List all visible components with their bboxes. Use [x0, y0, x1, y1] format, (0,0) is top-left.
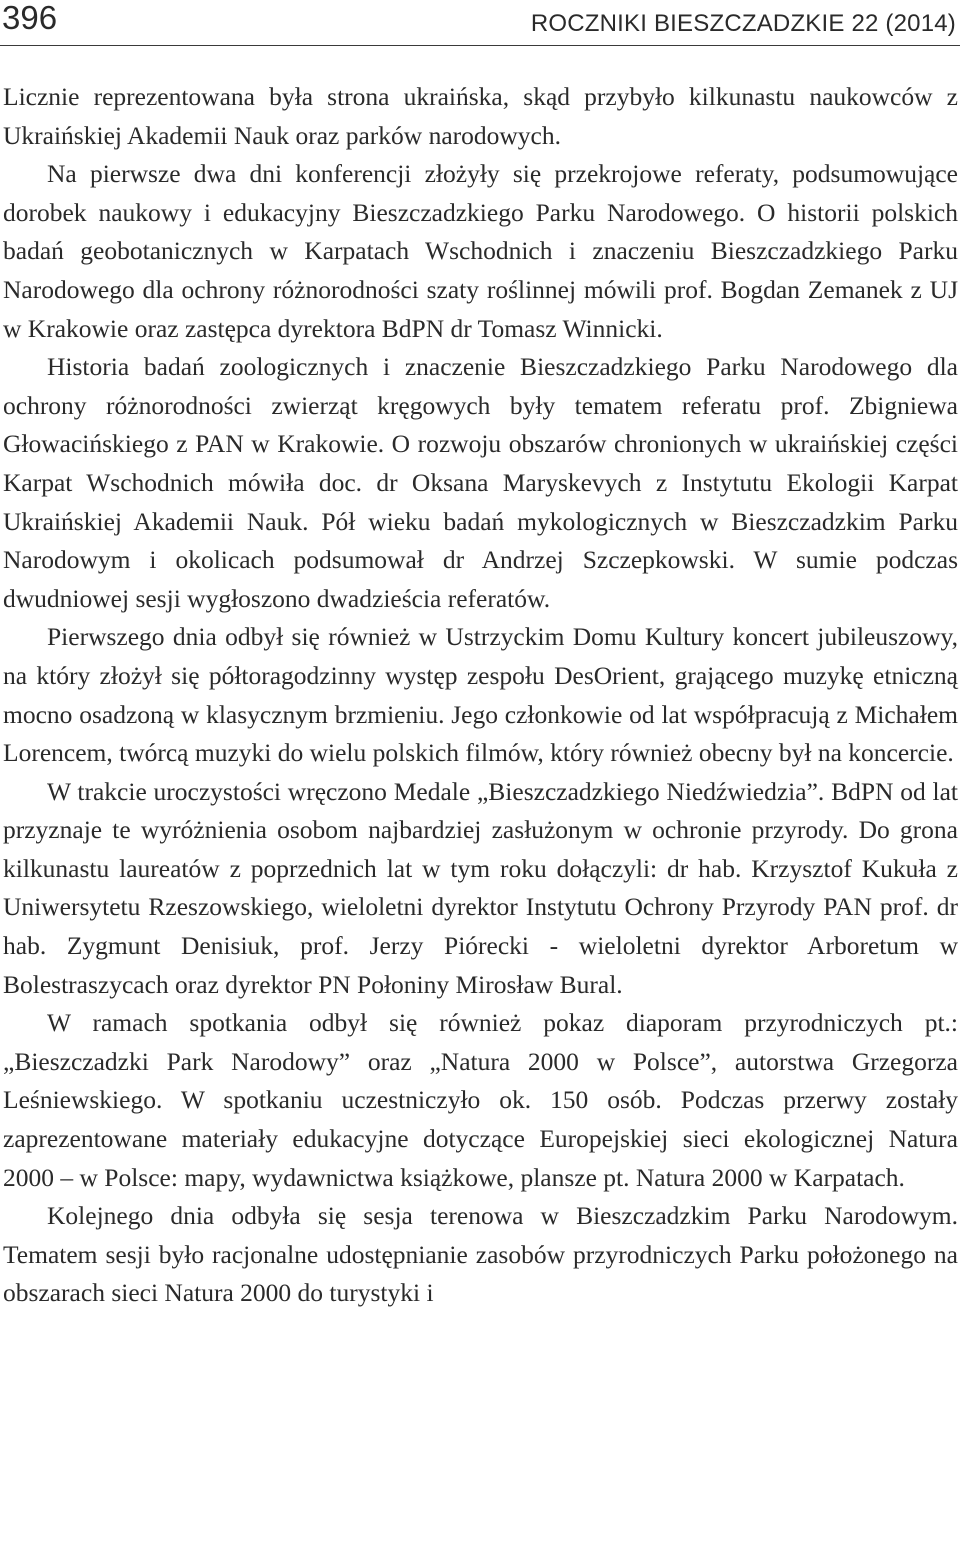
page-number: 396 [2, 0, 58, 36]
running-head: ROCZNIKI BIESZCZADZKIE 22 (2014) [530, 10, 956, 37]
paragraph: Historia badań zoologicznych i znaczenie Bieszczadzkiego Parku Narodowego dla ochrony różnorodności zwierząt kręgowych były tematem referatu prof. Zbigniewa Głowacińskiego z PAN w Krakowie. O rozwoju obszarów chronionych w ukraińskiej części Karpat Wschodnich mówiła doc. dr Oksana Maryskevych z Instytutu Ekologii Karpat Ukraińskiej Akademii Nauk. Pół wieku badań mykologicznych w Bieszczadzkim Parku Narodowym i okolicach podsumował dr Andrzej Szczepkowski. W sumie podczas dwudniowej sesji wygłoszono dwadzieścia referatów. [3, 352, 958, 613]
article-body [3, 78, 958, 1313]
paragraph: W trakcie uroczystości wręczono Medale „Bieszczadzkiego Niedźwiedzia”. BdPN od lat przyznaje te wyróżnienia osobom najbardziej zasłużonym w ochronie przyrody. Do grona kilkunastu laureatów z poprzednich lat w tym roku dołączyli: dr hab. Krzysztof Kukuła z Uniwersytetu Rzeszowskiego, wieloletni dyrektor Instytutu Ochrony Przyrody PAN prof. dr hab. Zygmunt Denisiuk, prof. Jerzy Piórecki - wieloletni dyrektor Arboretum w Bolestraszycach oraz dyrektor PN Połoniny Mirosław Bural. [3, 776, 958, 999]
paragraph: Kolejnego dnia odbyła się sesja terenowa w Bieszczadzkim Parku Narodowym. Tematem sesji było racjonalne udostępnianie zasobów przyrodniczych Parku położonego na obszarach sieci Natura 2000 do turystyki i [3, 1201, 958, 1308]
paragraph: Pierwszego dnia odbył się również w Ustrzyckim Domu Kultury koncert jubileuszowy, na który złożył się półtoragodzinny występ zespołu DesOrient, grającego muzykę etniczną mocno osadzoną w klasycznym brzmieniu. Jego członkowie od lat współpracują z Michałem Lorencem, twórcą muzyki do wielu polskich filmów, który również obecny był na koncercie. [3, 622, 958, 768]
paragraph: Na pierwsze dwa dni konferencji złożyły się przekrojowe referaty, podsumowujące dorobek naukowy i edukacyjny Bieszczadzkiego Parku Narodowego. O historii polskich badań geobotanicznych w Karpatach Wschodnich i znaczeniu Bieszczadzkiego Parku Narodowego dla ochrony różnorodności szaty roślinnej mówili prof. Bogdan Zemanek z UJ w Krakowie oraz zastępca dyrektora BdPN dr Tomasz Winnicki. [3, 159, 958, 343]
paragraph: W ramach spotkania odbył się również pokaz diaporam przyrodniczych pt.: „Bieszczadzki Park Narodowy” oraz „Natura 2000 w Polsce”, autorstwa Grzegorza Leśniewskiego. W spotkaniu uczestniczyło ok. 150 osób. Podczas przerwy zostały zaprezentowane materiały edukacyjne dotyczące Europejskiej sieci ekologicznej Natura 2000 – w Polsce: mapy, wydawnictwa książkowe, plansze pt. Natura 2000 w Karpatach. [3, 1008, 958, 1192]
page-header [0, 0, 960, 46]
paragraph: Licznie reprezentowana była strona ukraińska, skąd przybyło kilkunastu naukowców z Ukraińskiej Akademii Nauk oraz parków narodowych. [3, 82, 958, 150]
